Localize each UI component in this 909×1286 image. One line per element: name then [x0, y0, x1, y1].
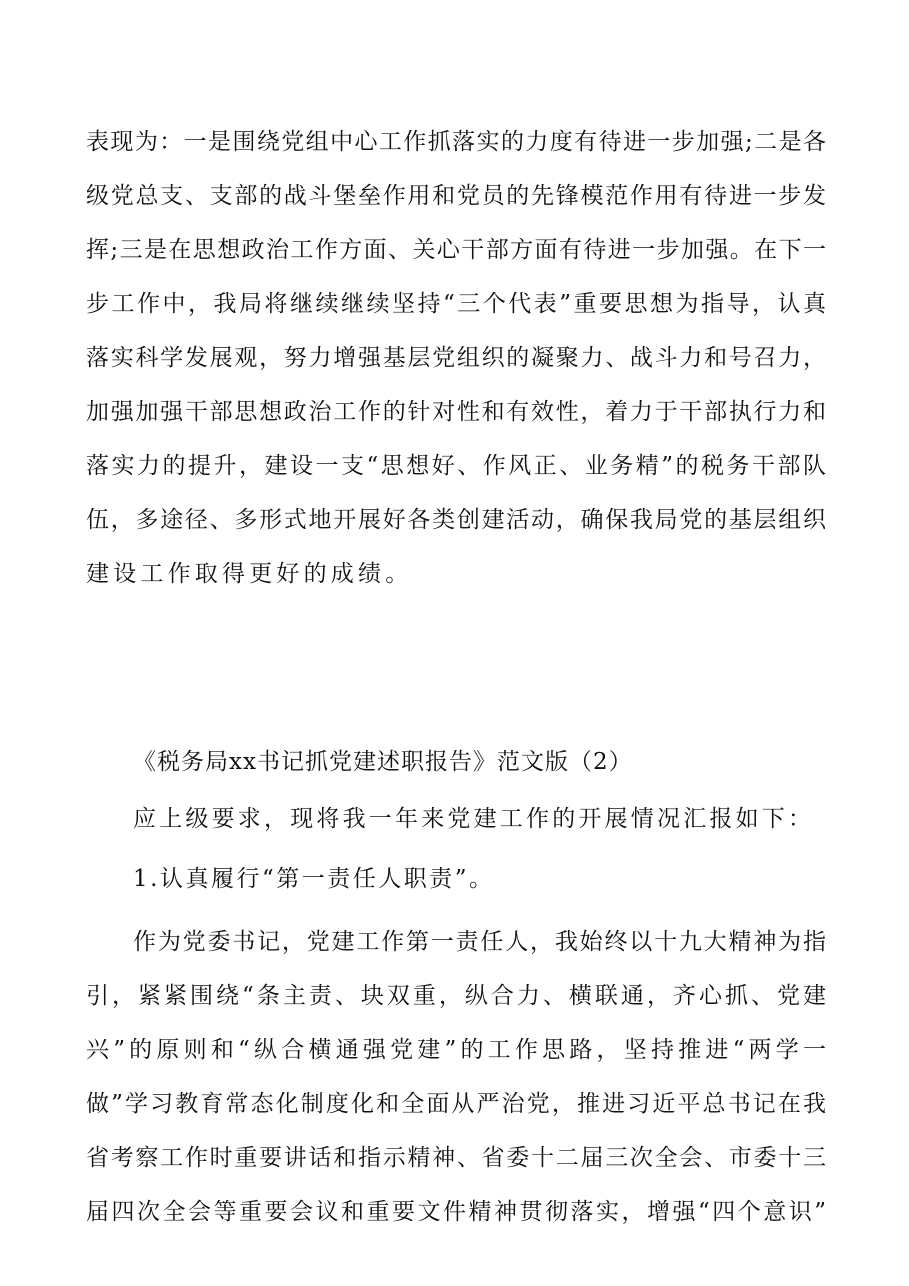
- paragraph-line: 加强加强干部思想政治工作的针对性和有效性，着力于干部执行力和: [86, 399, 826, 425]
- intro-paragraph: 应上级要求，现将我一年来党建工作的开展情况汇报如下：: [133, 806, 815, 832]
- paragraph-line: 落实科学发展观，努力增强基层党组织的凝聚力、战斗力和号召力，: [86, 345, 826, 371]
- paragraph-line: 做”学习教育常态化制度化和全面从严治党，推进习近平总书记在我: [86, 1091, 826, 1117]
- paragraph-line: 兴”的原则和“纵合横通强党建”的工作思路，坚持推进“两学一: [86, 1037, 826, 1063]
- paragraph-line: 落实力的提升，建设一支“思想好、作风正、业务精”的税务干部队: [86, 453, 826, 479]
- paragraph-line: 表现为：一是围绕党组中心工作抓落实的力度有待进一步加强;二是各: [86, 129, 826, 155]
- paragraph-line: 引，紧紧围绕“条主责、块双重，纵合力、横联通，齐心抓、党建: [86, 983, 826, 1009]
- paragraph-line: 省考察工作时重要讲话和指示精神、省委十二届三次全会、市委十三: [86, 1145, 826, 1171]
- section-heading: 1.认真履行“第一责任人职责”。: [133, 866, 495, 892]
- paragraph-line: 挥;三是在思想政治工作方面、关心干部方面有待进一步加强。在下一: [86, 237, 826, 263]
- paragraph-line: 建设工作取得更好的成绩。: [86, 561, 413, 587]
- paragraph-line: 作为党委书记，党建工作第一责任人，我始终以十九大精神为指: [133, 929, 826, 955]
- paragraph-line: 步工作中，我局将继续继续坚持“三个代表”重要思想为指导，认真: [86, 291, 826, 317]
- document-title: 《税务局xx书记抓党建述职报告》范文版（2）: [133, 749, 633, 775]
- paragraph-line: 伍，多途径、多形式地开展好各类创建活动，确保我局党的基层组织: [86, 507, 826, 533]
- paragraph-line: 级党总支、支部的战斗堡垒作用和党员的先锋模范作用有待进一步发: [86, 183, 826, 209]
- paragraph-line: 届四次全会等重要会议和重要文件精神贯彻落实，增强“四个意识”: [86, 1199, 826, 1225]
